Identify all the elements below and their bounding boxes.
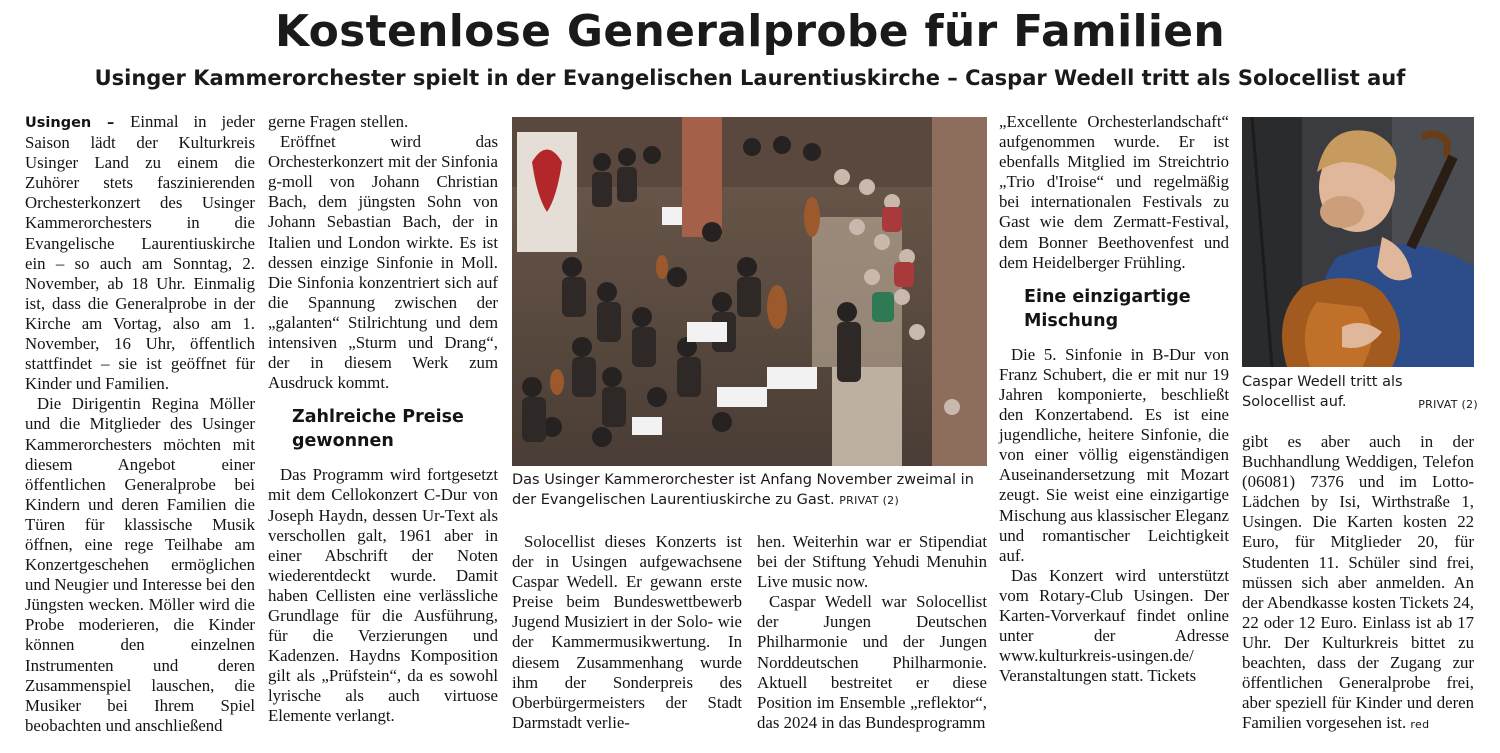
headline: Kostenlose Generalprobe für Familien	[275, 6, 1225, 57]
orchestra-photo	[512, 117, 987, 466]
orchestra-photo-illustration	[512, 117, 987, 466]
subheading: Zahlreiche Preise gewonnen	[292, 407, 464, 452]
text-column-1	[25, 112, 255, 736]
paragraph: Caspar Wedell war Solocellist der Jungen Deutschen Philharmonie und der Jungen Norddeutschen Philharmonie. Aktuell bestreitet er diese Position im Ensemble „reflektor“, das 2024 in das Bundesprogramm	[757, 592, 987, 732]
paragraph: Solocellist dieses Konzerts ist der in Usingen aufgewachsene Caspar Wedell. Er gewann erste Preise beim Bundeswettbewerb Jugend Musiziert in der Solo- wie der Kammermusikwertung. In diesem Zusammenhang wurde ihm der Sonderpreis des Oberbürgermeisters der Stadt Darmstadt verlie-	[512, 532, 742, 732]
photo-credit: PRIVAT (2)	[839, 493, 900, 507]
text-column-5	[999, 112, 1229, 686]
paragraph: „Excellente Orchesterlandschaft“ aufgenommen wurde. Er ist ebenfalls Mitglied im Streichtrio „Trio d'Iroise“ und regelmäßig bei internationalen Festivals zu Gast wie dem Zermatt-Festival, dem Bonner Beethovenfest und dem Heidelberger Frühling.	[999, 112, 1229, 272]
paragraph: Die 5. Sinfonie in B-Dur von Franz Schubert, die er mit nur 19 Jahren komponierte, beschließt den Konzertabend. Es ist eine jugendliche, heitere Sinfonie, die von einer völlig eigenständigen Auseinandersetzung mit Mozart zeugt. Sie weist eine einzigartige Mischung aus klassischer Eleganz und romantischer Leichtigkeit auf.	[999, 344, 1229, 565]
paragraph: Das Konzert wird unterstützt vom Rotary-Club Usingen. Der Karten-Vorverkauf findet online unter der Adresse www.kulturkreis-usingen.de/ Veranstaltungen statt. Tickets	[999, 565, 1229, 686]
cellist-photo-caption: Caspar Wedell tritt als Solocellist auf. PRIVAT (2)	[1242, 373, 1478, 414]
photo-credit: PRIVAT (2)	[1418, 397, 1478, 411]
text-column-3	[512, 532, 742, 733]
paragraph: gerne Fragen stellen.	[268, 112, 409, 131]
text-column-6	[1242, 432, 1474, 735]
subheading: Eine einzigartige Mischung	[1024, 286, 1191, 331]
orchestra-photo-caption: Das Usinger Kammerorchester ist Anfang November zweimal in der Evangelischen Laurentiuskirche zu Gast. PRIVAT (2)	[512, 472, 974, 508]
dateline: Usingen –	[25, 115, 131, 131]
paragraph: Die Dirigentin Regina Möller und die Mitglieder des Usinger Kammerorchesters möchten mit diesem Angebot einer öffentlichen Generalprobe bei Kindern und deren Familien die Türen für klassische Musik öffnen, eine rege Teilhabe am Konzertgeschehen ermöglichen und Neugier und Interesse bei den Jüngsten wecken. Möller wird die Probe moderieren, die Kinder können den einzelnen Instrumenten und deren Zusammenspiel lauschen, die Musiker bei Ihrem Spiel beobachten und anschließend	[25, 394, 255, 735]
paragraph: Das Programm wird fortgesetzt mit dem Cellokonzert C-Dur von Joseph Haydn, dessen Ur-Text als verschollen galt, 1961 aber in einer Abschrift der Noten wiederentdeckt wurde. Damit haben Cellisten eine verlässliche Grundlage für die Ausführung, für die Verzierungen und Kadenzen. Haydns Komposition gilt als „Prüfstein“, da es sowohl lyrische als auch virtuose Elemente verlangt.	[268, 465, 498, 726]
cellist-photo-illustration	[1242, 117, 1474, 367]
paragraph: gibt es aber auch in der Buchhandlung Weddigen, Telefon (06081) 7376 und im Lotto-Lädchen by Isi, Wirthstraße 1, Usingen. Die Karten kosten 22 Euro, für Mitglieder 20, für Studenten 11. Schüler sind frei, müssen sich aber anmelden. An der Abendkasse kosten Tickets 24, 22 oder 12 Euro. Einlass ist ab 17 Uhr. Der Kulturkreis bittet zu beachten, dass der Zugang zur öffentlichen Generalprobe frei, aber speziell für Kinder und deren Familien vorgesehen ist. red	[1242, 432, 1474, 733]
text-column-2	[268, 112, 498, 727]
subheadline: Usinger Kammerorchester spielt in der Evangelischen Laurentiuskirche – Caspar Wedell tritt als Solocellist auf	[94, 66, 1406, 90]
paragraph: Eröffnet wird das Orchesterkonzert mit der Sinfonia g-moll von Johann Christian Bach, dem jüngsten Sohn von Johann Sebastian Bach, der in Italien und London wirkte. Es ist dessen einzige Sinfonie in Moll. Die Sinfonia konzentriert sich auf die Spannung zwischen der „galanten“ Stilrichtung und dem intensiven „Sturm und Drang“, der in diesem Werk zum Ausdruck kommt.	[268, 132, 498, 393]
author-tag: red	[1410, 718, 1430, 732]
paragraph: Usingen – Einmal in jeder Saison lädt der Kulturkreis Usinger Land zu einem die Zuhörer stets faszinierenden Orchesterkonzert des Usinger Kammerorchesters in die Evangelische Laurentiuskirche ein – so auch am Sonntag, 2. November, ab 18 Uhr. Einmalig ist, dass die Generalprobe in der Kirche am Vortag, also am 1. November, 16 Uhr, öffentlich stattfindet – sie ist geöffnet für Kinder und Familien.	[25, 112, 255, 394]
cellist-photo	[1242, 117, 1474, 367]
paragraph: hen. Weiterhin war er Stipendiat bei der Stiftung Yehudi Menuhin Live music now.	[757, 532, 987, 592]
text-column-4	[757, 532, 987, 733]
